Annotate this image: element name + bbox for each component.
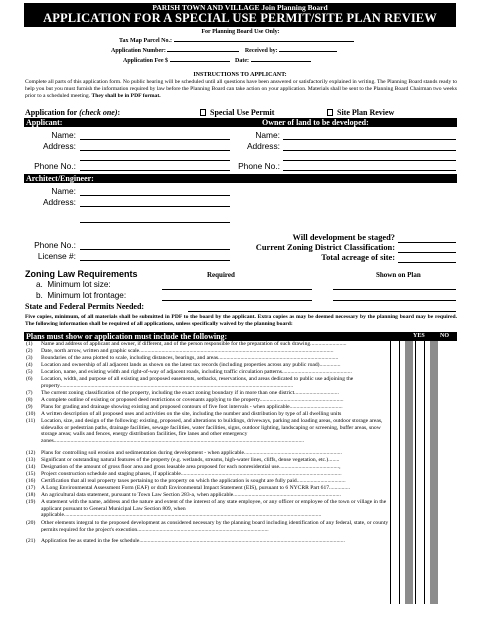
checklist-item [26, 411, 390, 418]
zoning-item-a: a. Minimum lot size: [36, 280, 111, 289]
staged-label: Will development be staged? [292, 233, 395, 242]
architect-heading: Architect/Engineer: [26, 174, 94, 183]
fee-label: Application Fee $ [123, 58, 168, 64]
checklist-item [26, 450, 390, 457]
checklist-item-number: (14) [26, 464, 36, 470]
option-site-plan[interactable]: Site Plan Review [327, 107, 394, 118]
acreage-label: Total acreage of site: [321, 253, 395, 262]
checklist-item-text: Other elements integral to the proposed development as considered necessary by the planning board including identification of any federal, state, or county permits required for the project's execution.............................................................................................. [41, 520, 389, 533]
checklist-item-number: (21) [26, 538, 36, 544]
checklist-item-text: Location, name, and existing width and right-of-way of adjacent roads, including traffic circulation patterns.................................................. [41, 369, 352, 375]
planning-board-heading: For Planning Board Use Only: [201, 29, 280, 35]
checklist-item-text: Significant or outstanding natural features of the property (e.g. wetlands, streams, high-water lines, cliffs, dense vegetation, etc.)........ [41, 457, 340, 463]
fee-row [123, 57, 311, 66]
architect-address-field-2[interactable] [80, 222, 230, 223]
applicant-name-label: Name: [51, 130, 76, 140]
site-plan-checkbox[interactable] [327, 109, 333, 116]
checklist-item-number: (7) [26, 390, 33, 396]
checklist-item [26, 492, 390, 499]
checklist-item-text: Application fee as stated in the fee schedule................................................................................................................................................... [41, 538, 345, 544]
zoning-shown-header: Shown on Plan [376, 271, 421, 279]
copies-note: Five copies, minimum, of all materials shall be submitted in PDF to the board by the applicant. Extra copies as may be deemed necessary by the planning board may be required. The following information shall be required of all applications, unless specifically waived by the planning board: [25, 314, 457, 327]
plans-heading: Plans must show or application must include the following: [26, 332, 228, 341]
applicant-address-field-1[interactable] [80, 150, 230, 151]
tax-map-field[interactable] [174, 41, 354, 42]
lot-frontage-required-field[interactable] [162, 300, 312, 301]
checklist-item-text: Location, width, and purpose of all existing and proposed easements, setbacks, reservations, and areas dedicated to public use adjoining the property....................................................................................................................................................................... [41, 376, 354, 389]
checklist-item-number: (5) [26, 369, 33, 375]
checklist-item [26, 485, 390, 492]
architect-bar [24, 174, 457, 183]
lot-frontage-shown-field[interactable] [333, 300, 456, 301]
owner-name-label: Name: [255, 130, 280, 140]
planning-board-box [107, 28, 374, 70]
instructions-body [25, 79, 457, 100]
checklist-item-number: (4) [26, 362, 33, 368]
tax-map-row [119, 37, 354, 46]
owner-phone-field[interactable] [283, 170, 456, 171]
lot-size-shown-field[interactable] [333, 289, 456, 290]
lot-size-required-field[interactable] [162, 289, 312, 290]
checklist-item-text: An agricultural data statement, pursuant to Town Law Section 283-a, when applicable............................................................................. [41, 492, 341, 498]
checklist-item-text: Boundaries of the area plotted to scale, including distances, bearings, and areas...................................................................................... [41, 355, 339, 361]
checklist-item-number: (19) [26, 499, 36, 505]
instructions-text: Complete all parts of this application form. No public hearing will be scheduled until all questions have been answered or satisfactorily explained in writing. The Planning Board stands ready to help you but you must furnish the information required by law before the Planning Board can take action on your application. Materials shall be sent to the Planning Board Chairman two weeks prior to a scheduled meeting. [25, 79, 457, 99]
form-title: APPLICATION FOR A SPECIAL USE PERMIT/SITE PLAN REVIEW [43, 11, 437, 25]
no-column-shade [430, 341, 438, 604]
checklist-item [26, 464, 390, 471]
owner-heading: Owner of land to be developed: [262, 118, 369, 127]
architect-name-field[interactable] [80, 195, 230, 196]
checklist-item-number: (16) [26, 478, 36, 484]
architect-name-label: Name: [51, 186, 76, 196]
option-special-use[interactable]: Special Use Permit [200, 107, 274, 118]
state-permits-field[interactable] [188, 311, 456, 312]
architect-phone-field[interactable] [80, 249, 230, 250]
application-for-label: Application for (check one): [25, 108, 121, 117]
checklist-item-text: Plans for controlling soil erosion and sedimentation during development - when applicable...................................................................... [41, 450, 342, 456]
plans-bar [24, 332, 457, 341]
applicant-name-field[interactable] [80, 139, 230, 140]
checklist-item [26, 478, 390, 485]
checklist-item-number: (18) [26, 492, 36, 498]
special-use-checkbox[interactable] [200, 109, 206, 116]
acreage-field[interactable] [398, 262, 456, 263]
yes-column-shade [405, 341, 413, 604]
architect-address-field-1[interactable] [80, 206, 230, 207]
checklist-item [26, 355, 390, 362]
checklist-item-number: (17) [26, 485, 36, 491]
checklist-item [26, 457, 390, 464]
checklist-item-text: A statement with the name, address and the nature and extent of the interest of any state employee, or any officer or employee of the town or village in the applicant pursuant to General Municipal Law Section 809, when applicable........................................................................................................................................................................................ [41, 499, 387, 519]
checklist-item [26, 520, 390, 533]
checklist-item [26, 348, 390, 355]
owner-address-field-2[interactable] [283, 160, 456, 161]
state-permits-label: State and Federal Permits Needed: [25, 302, 145, 311]
checklist-item-text: A written description of all proposed uses and activities on the site, including the number and distribution by type of all dwelling units [41, 411, 342, 417]
checklist-item [26, 341, 390, 348]
checklist-item-text: Designation of the amount of gross floor area and gross leasable area proposed for each nonresidential use..........................................., [41, 464, 341, 470]
checklist-item-number: (1) [26, 341, 33, 347]
checklist-item [26, 499, 390, 519]
received-by-label: Received by: [244, 48, 278, 54]
checklist-item-number: (20) [26, 520, 36, 526]
applicant-address-label: Address: [42, 141, 76, 151]
architect-license-field[interactable] [80, 260, 230, 261]
zoning-required-header: Required [207, 271, 235, 279]
applicant-address-field-2[interactable] [80, 160, 230, 161]
checklist-item [26, 362, 390, 369]
checklist-item-text: Location, size, and design of the following: existing, proposed, and alterations to buildings, driveways, parking and loading areas, outdoor storage areas, sidewalks or pedestrian paths, drainage facilities, sewage facilities, water facilities, signs, outdoor lighting, landscaping or screening, buffer areas, snow storage areas; walls and fences, energy distribution facilities, fire lanes and other emergency zones................................................................................................................................................................................... [41, 418, 383, 445]
checklist-item-number: (6) [26, 376, 33, 382]
checklist-item-text: A Long Environmental Assessment Form (EAF) or draft Environmental Impact Statement (EIS), pursuant to 6 NYCRR Part 617............... [41, 485, 351, 491]
owner-address-label: Address: [246, 141, 280, 151]
zoning-class-label: Current Zoning District Classification: [255, 243, 395, 252]
yes-column-header: YES [413, 333, 425, 339]
instructions-pdf-note: They shall be in PDF format. [91, 93, 161, 99]
app-number-label: Application Number: [111, 48, 166, 54]
fee-field[interactable] [170, 61, 230, 62]
no-column-header: NO [440, 333, 449, 339]
checklist-item [26, 471, 390, 478]
zoning-item-b: b. Minimum lot frontage: [36, 291, 127, 300]
checklist-item-number: (11) [26, 418, 36, 424]
checklist-item-text: Certification that all real property taxes pertaining to the property on which the application is sought are fully paid................................... [41, 478, 346, 484]
checklist-item-number: (3) [26, 355, 33, 361]
checklist-item-text: Location and ownership of all adjacent lands as shown on the latest tax records (including properties across any public road)............... [41, 362, 341, 368]
checklist-item-number: (10) [26, 411, 36, 417]
architect-address-label: Address: [42, 197, 76, 207]
no-column[interactable] [415, 341, 425, 604]
checklist-item [26, 369, 390, 376]
checklist-item-number: (12) [26, 450, 36, 456]
architect-phone-label: Phone No.: [34, 240, 76, 250]
checklist-item-number: (13) [26, 457, 36, 463]
applicant-phone-field[interactable] [80, 170, 230, 171]
checklist-item-text: The current zoning classification of the property, including the exact zoning boundary if in more than one district................................ [41, 390, 339, 396]
zoning-title: Zoning Law Requirements [25, 269, 138, 279]
owner-address-field-1[interactable] [283, 150, 456, 151]
staged-field[interactable] [398, 242, 456, 243]
checklist-item-number: (9) [26, 404, 33, 410]
received-by-field[interactable] [279, 51, 337, 52]
checklist-item-text: Plans for grading and drainage showing existing and proposed contours of five foot intervals - when applicable...................................... [41, 404, 343, 410]
form-subtitle: PARISH TOWN AND VILLAGE Join Planning Board [152, 3, 328, 12]
checklist-item [26, 538, 390, 545]
checklist-item-number: (8) [26, 397, 33, 403]
checklist-item-text: Project construction schedule and staging phases, if applicable................................................................................................................... [41, 471, 342, 477]
checklist-item-text: A complete outline of existing or proposed deed restrictions or covenants applying to the property............................................................ [41, 397, 344, 403]
checklist-item-text: Name and address of applicant and owner, if different, and of the person responsible for the preparation of such drawing.......................... [41, 341, 347, 347]
checklist-item [26, 390, 390, 397]
date-label: Date: [235, 58, 249, 64]
checklist-item [26, 397, 390, 404]
form-header [24, 3, 456, 27]
app-number-row [111, 47, 337, 56]
checklist-item [26, 376, 390, 389]
yes-column[interactable] [390, 341, 400, 604]
date-field[interactable] [251, 61, 311, 62]
applicant-bar [24, 118, 457, 127]
checklist-item-number: (2) [26, 348, 33, 354]
zoning-class-field[interactable] [398, 252, 456, 253]
checklist-item [26, 404, 390, 411]
tax-map-label: Tax Map Parcel No.: [119, 38, 172, 44]
checklist-item-number: (15) [26, 471, 36, 477]
owner-phone-label: Phone No.: [238, 161, 280, 171]
architect-license-label: License #: [37, 251, 76, 261]
instructions-title: INSTRUCTIONS TO APPLICANT: [193, 72, 287, 78]
checklist-item-text: Date, north arrow, written and graphic scale........................................................................................................................................... [41, 348, 334, 354]
owner-name-field[interactable] [283, 139, 456, 140]
checklist-item [26, 418, 390, 445]
app-number-field[interactable] [167, 51, 239, 52]
applicant-heading: Applicant: [26, 118, 63, 127]
applicant-phone-label: Phone No.: [34, 161, 76, 171]
